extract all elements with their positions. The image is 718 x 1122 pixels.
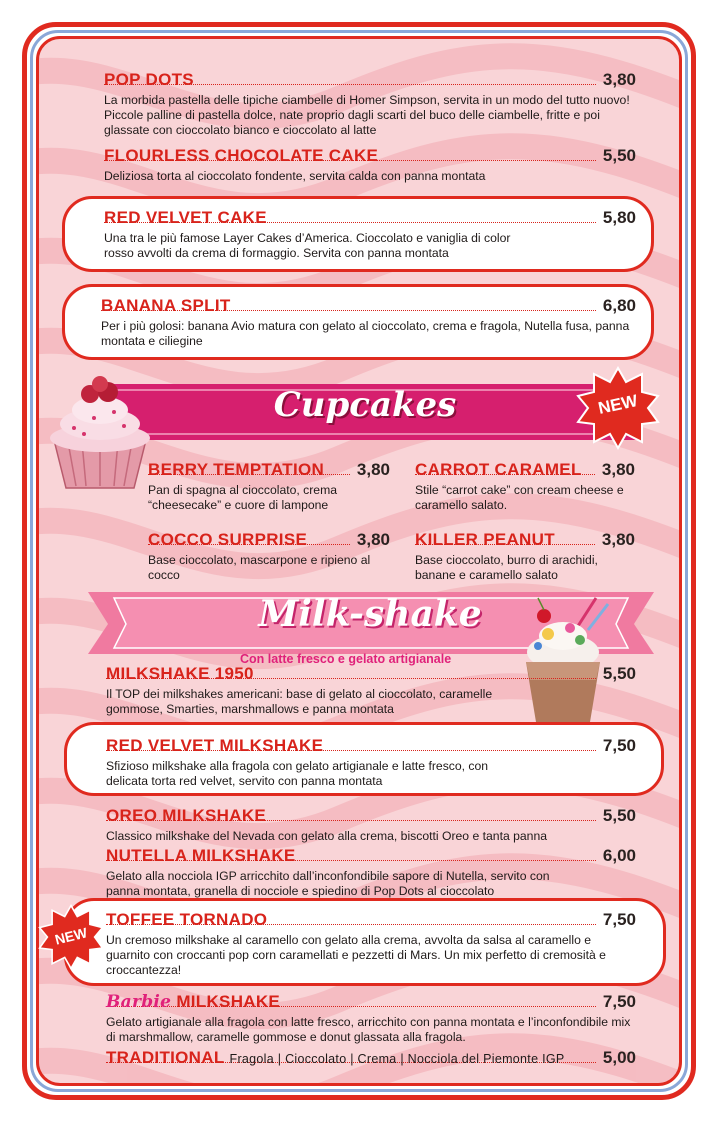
milkshake-subtitle: Con latte fresco e gelato artigianale (240, 652, 452, 666)
milkshake-title: Milk-shake (258, 593, 482, 635)
item-description: Gelato alla nocciola IGP arricchito dall’inconfondibile sapore di Nutella, servito con panna montata, granella di nocciole e spiedino di Pop Dots al cioccolato (106, 869, 550, 898)
item-price: 5,50 (602, 806, 636, 825)
cupcake-item (415, 530, 635, 583)
menu-item (104, 70, 636, 138)
milkshake-item (106, 806, 636, 844)
milkshake-item (106, 664, 636, 717)
milkshake-item (106, 846, 636, 899)
item-description: Base cioccolato, burro di arachidi, banane e caramello salato (415, 553, 598, 582)
item-name: CARROT CARAMEL (415, 460, 582, 479)
item-name: TOFFEE TORNADO (106, 910, 268, 929)
item-price: 5,50 (602, 664, 636, 683)
item-price: 7,50 (602, 992, 636, 1011)
item-description: Per i più golosi: banana Avio matura con gelato al cioccolato, crema e fragola, Nutella fusa, panna montata e ciliegine (101, 319, 630, 348)
menu-item (104, 208, 636, 261)
item-name: RED VELVET CAKE (104, 208, 267, 227)
traditional-item (106, 1048, 636, 1070)
item-description: Classico milkshake del Nevada con gelato alla crema, biscotti Oreo e tanta panna (106, 829, 548, 843)
item-price: 5,80 (602, 208, 636, 227)
flavor-options: Fragola | Cioccolato | Crema | Nocciola del Piemonte IGP (229, 1052, 565, 1066)
milkshake-item (106, 910, 636, 978)
item-name: KILLER PEANUT (415, 530, 555, 549)
item-description: Il TOP dei milkshakes americani: base di gelato al cioccolato, caramelle gommose, Smarties, marshmallows e panna montata (106, 687, 493, 716)
item-name: MILKSHAKE 1950 (106, 664, 254, 683)
item-name: OREO MILKSHAKE (106, 806, 267, 825)
item-name: POP DOTS (104, 70, 194, 89)
item-name: TRADITIONAL (106, 1048, 225, 1067)
cupcake-item (148, 460, 390, 513)
item-price: 6,00 (602, 846, 636, 865)
item-price: 3,80 (602, 70, 636, 89)
milkshake-item (106, 736, 636, 789)
item-price: 3,80 (601, 530, 635, 549)
cupcake-icon (44, 372, 156, 492)
milkshake-item (106, 992, 636, 1045)
item-price: 3,80 (601, 460, 635, 479)
item-description: Un cremoso milkshake al caramello con gelato alla crema, avvolta da salsa al caramello e guarnito con croccanti pop corn caramellati e pezzetti di Mars. Un mix perfetto di cremosità e croccantezza! (106, 933, 606, 977)
item-description: La morbida pastella delle tipiche ciambelle di Homer Simpson, servita in un modo del tutto nuovo! Piccole palline di pastella dolce, nate proprio dagli scarti del buco delle ciambelle, fritte e poi glassate con cioccolato bianco e cioccolato al latte (104, 93, 630, 137)
item-name: FLOURLESS CHOCOLATE CAKE (104, 146, 379, 165)
item-description: Base cioccolato, mascarpone e ripieno al cocco (148, 553, 371, 582)
menu-item (104, 146, 636, 184)
item-description: Deliziosa torta al cioccolato fondente, servita calda con panna montata (104, 169, 486, 183)
item-price: 6,80 (602, 296, 636, 315)
cupcake-item (148, 530, 390, 583)
item-description: Stile “carrot cake” con cream cheese e caramello salato. (415, 483, 624, 512)
cupcakes-title: Cupcakes (273, 385, 457, 425)
barbie-logo: Barbie (106, 992, 172, 1012)
item-name: MILKSHAKE (176, 992, 281, 1011)
item-name: NUTELLA MILKSHAKE (106, 846, 296, 865)
item-name: BANANA SPLIT (101, 296, 231, 315)
item-price: 7,50 (602, 736, 636, 755)
menu-item (101, 296, 636, 349)
new-badge-label: NEW (53, 924, 89, 948)
item-description: Sfizioso milkshake alla fragola con gelato artigianale e latte fresco, con delicata torta red velvet, servito con panna montata (106, 759, 489, 788)
item-price: 7,50 (602, 910, 636, 929)
item-price: 5,50 (602, 146, 636, 165)
item-description: Gelato artigianale alla fragola con latte fresco, arricchito con panna montata e l’inconfondibile mix di marshmallow, caramelle gommose e donut glassata alla fragola. (106, 1015, 631, 1044)
item-name-group (106, 992, 282, 1012)
item-price: 5,00 (602, 1048, 636, 1067)
item-name: BERRY TEMPTATION (148, 460, 325, 479)
item-name-group (106, 1048, 567, 1069)
item-price: 3,80 (356, 530, 390, 549)
new-badge-label: NEW (596, 391, 640, 418)
item-description: Pan di spagna al cioccolato, crema “cheesecake” e cuore di lampone (148, 483, 338, 512)
item-description: Una tra le più famose Layer Cakes d’America. Cioccolato e vaniglia di color rosso avvolti da crema di formaggio. Servita con panna montata (104, 231, 511, 260)
item-name: RED VELVET MILKSHAKE (106, 736, 324, 755)
cupcake-item (415, 460, 635, 513)
item-name: COCCO SURPRISE (148, 530, 308, 549)
item-price: 3,80 (356, 460, 390, 479)
